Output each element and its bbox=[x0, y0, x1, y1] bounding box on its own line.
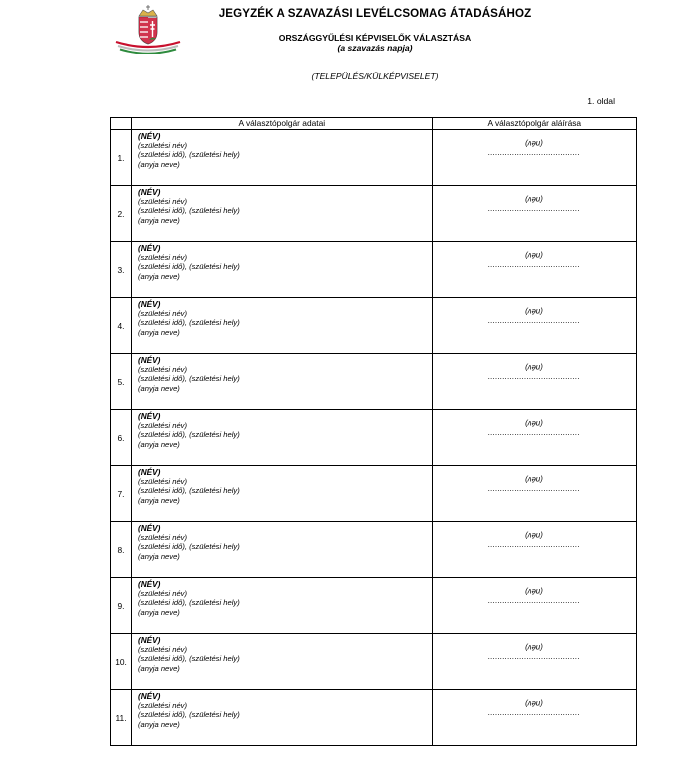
voter-birth-info: (születési idő), (születési hely) bbox=[138, 710, 240, 720]
signature-line: ...................................... bbox=[487, 598, 580, 604]
voter-data-cell bbox=[132, 186, 433, 242]
signature-cell bbox=[432, 410, 636, 466]
coat-of-arms-logo bbox=[112, 4, 184, 54]
signature-label: (név) bbox=[524, 307, 543, 316]
table-row bbox=[111, 410, 637, 466]
voter-birth-info: (születési idő), (születési hely) bbox=[138, 206, 240, 216]
signature-block bbox=[481, 636, 587, 660]
table-row bbox=[111, 298, 637, 354]
voter-mother-name: (anyja neve) bbox=[138, 383, 180, 393]
voter-birth-info: (születési idő), (születési hely) bbox=[138, 430, 240, 440]
voter-name: (NÉV) bbox=[138, 188, 161, 197]
voter-name: (NÉV) bbox=[138, 580, 161, 589]
voter-name: (NÉV) bbox=[138, 300, 161, 309]
voter-data-cell bbox=[132, 242, 433, 298]
election-date: (a szavazás napja) bbox=[337, 43, 413, 53]
signature-label: (név) bbox=[524, 475, 543, 484]
voter-name: (NÉV) bbox=[138, 524, 161, 533]
row-number: 10. bbox=[111, 634, 132, 690]
signature-cell bbox=[432, 186, 636, 242]
voter-birth-info: (születési idő), (születési hely) bbox=[138, 374, 240, 384]
voter-birth-name: (születési név) bbox=[138, 589, 187, 599]
place-label: (TELEPÜLÉS/KÜLKÉPVISELET) bbox=[311, 71, 439, 81]
signature-block bbox=[481, 300, 587, 324]
signature-label: (név) bbox=[524, 363, 543, 372]
signature-label: (név) bbox=[524, 587, 543, 596]
header-number bbox=[111, 118, 132, 130]
signature-label: (név) bbox=[524, 195, 543, 204]
voter-name: (NÉV) bbox=[138, 356, 161, 365]
signature-label: (név) bbox=[524, 251, 543, 260]
table-row bbox=[111, 242, 637, 298]
table-header-row bbox=[111, 118, 637, 130]
voter-name: (NÉV) bbox=[138, 244, 161, 253]
row-number: 4. bbox=[111, 298, 132, 354]
voter-mother-name: (anyja neve) bbox=[138, 215, 180, 225]
signature-block bbox=[481, 132, 587, 156]
voter-data-cell bbox=[132, 690, 433, 746]
row-number: 5. bbox=[111, 354, 132, 410]
voter-birth-info: (születési idő), (születési hely) bbox=[138, 542, 240, 552]
signature-line: ...................................... bbox=[487, 206, 580, 212]
voter-mother-name: (anyja neve) bbox=[138, 551, 180, 561]
table-row bbox=[111, 130, 637, 186]
row-number: 7. bbox=[111, 466, 132, 522]
voter-birth-info: (születési idő), (születési hely) bbox=[138, 654, 240, 664]
row-number: 8. bbox=[111, 522, 132, 578]
voter-birth-name: (születési név) bbox=[138, 197, 187, 207]
voter-mother-name: (anyja neve) bbox=[138, 607, 180, 617]
voter-birth-name: (születési név) bbox=[138, 309, 187, 319]
voter-data-cell bbox=[132, 522, 433, 578]
signature-label: (név) bbox=[524, 643, 543, 652]
voter-data-cell bbox=[132, 298, 433, 354]
signature-block bbox=[481, 468, 587, 492]
page-number: 1. oldal bbox=[587, 96, 615, 106]
signature-line: ...................................... bbox=[487, 710, 580, 716]
signature-line: ...................................... bbox=[487, 262, 580, 268]
voter-data-cell bbox=[132, 354, 433, 410]
voter-mother-name: (anyja neve) bbox=[138, 495, 180, 505]
signature-label: (név) bbox=[524, 139, 543, 148]
signature-line: ...................................... bbox=[487, 542, 580, 548]
voter-birth-info: (születési idő), (születési hely) bbox=[138, 598, 240, 608]
voter-name: (NÉV) bbox=[138, 132, 161, 141]
signature-cell bbox=[432, 690, 636, 746]
voter-name: (NÉV) bbox=[138, 636, 161, 645]
signature-label: (név) bbox=[524, 419, 543, 428]
signature-line: ...................................... bbox=[487, 150, 580, 156]
voter-birth-name: (születési név) bbox=[138, 533, 187, 543]
signature-cell bbox=[432, 466, 636, 522]
table-row bbox=[111, 186, 637, 242]
voter-mother-name: (anyja neve) bbox=[138, 271, 180, 281]
signature-line: ...................................... bbox=[487, 430, 580, 436]
voter-data-cell bbox=[132, 578, 433, 634]
voter-birth-name: (születési név) bbox=[138, 421, 187, 431]
voter-mother-name: (anyja neve) bbox=[138, 719, 180, 729]
voter-data-cell bbox=[132, 634, 433, 690]
voter-name: (NÉV) bbox=[138, 412, 161, 421]
table-row bbox=[111, 634, 637, 690]
voter-birth-name: (születési név) bbox=[138, 365, 187, 375]
voter-birth-info: (születési idő), (születési hely) bbox=[138, 262, 240, 272]
election-subtitle bbox=[190, 33, 560, 53]
voter-birth-name: (születési név) bbox=[138, 701, 187, 711]
voter-data-cell bbox=[132, 130, 433, 186]
voter-mother-name: (anyja neve) bbox=[138, 159, 180, 169]
table-row bbox=[111, 690, 637, 746]
row-number: 3. bbox=[111, 242, 132, 298]
voter-data-cell bbox=[132, 410, 433, 466]
signature-label: (név) bbox=[524, 531, 543, 540]
header-voter-data: A választópolgár adatai bbox=[132, 118, 433, 130]
signature-cell bbox=[432, 578, 636, 634]
voter-birth-info: (születési idő), (születési hely) bbox=[138, 150, 240, 160]
signature-block bbox=[481, 524, 587, 548]
header-signature: A választópolgár aláírása bbox=[432, 118, 636, 130]
signature-label: (név) bbox=[524, 699, 543, 708]
table-row bbox=[111, 578, 637, 634]
row-number: 6. bbox=[111, 410, 132, 466]
signature-block bbox=[481, 188, 587, 212]
voter-birth-name: (születési név) bbox=[138, 477, 187, 487]
voter-birth-name: (születési név) bbox=[138, 645, 187, 655]
voter-birth-name: (születési név) bbox=[138, 141, 187, 151]
voter-mother-name: (anyja neve) bbox=[138, 327, 180, 337]
voter-name: (NÉV) bbox=[138, 692, 161, 701]
table-row bbox=[111, 466, 637, 522]
signature-block bbox=[481, 244, 587, 268]
signature-line: ...................................... bbox=[487, 374, 580, 380]
signature-block bbox=[481, 580, 587, 604]
row-number: 9. bbox=[111, 578, 132, 634]
signature-cell bbox=[432, 242, 636, 298]
voter-birth-info: (születési idő), (születési hely) bbox=[138, 486, 240, 496]
signature-line: ...................................... bbox=[487, 654, 580, 660]
document-title: JEGYZÉK A SZAVAZÁSI LEVÉLCSOMAG ÁTADÁSÁHOZ bbox=[218, 7, 532, 20]
voter-name: (NÉV) bbox=[138, 468, 161, 477]
row-number: 1. bbox=[111, 130, 132, 186]
signature-line: ...................................... bbox=[487, 318, 580, 324]
signature-cell bbox=[432, 298, 636, 354]
table-row bbox=[111, 354, 637, 410]
signature-cell bbox=[432, 634, 636, 690]
signature-block bbox=[481, 356, 587, 380]
voter-data-cell bbox=[132, 466, 433, 522]
signature-cell bbox=[432, 130, 636, 186]
voter-birth-name: (születési név) bbox=[138, 253, 187, 263]
voter-birth-info: (születési idő), (születési hely) bbox=[138, 318, 240, 328]
voter-mother-name: (anyja neve) bbox=[138, 663, 180, 673]
signature-cell bbox=[432, 522, 636, 578]
row-number: 11. bbox=[111, 690, 132, 746]
voter-list-table bbox=[110, 117, 637, 746]
row-number: 2. bbox=[111, 186, 132, 242]
signature-block bbox=[481, 692, 587, 716]
voter-mother-name: (anyja neve) bbox=[138, 439, 180, 449]
election-type: ORSZÁGGYŰLÉSI KÉPVISELŐK VÁLASZTÁSA bbox=[278, 33, 472, 43]
signature-cell bbox=[432, 354, 636, 410]
signature-line: ...................................... bbox=[487, 486, 580, 492]
signature-block bbox=[481, 412, 587, 436]
table-row bbox=[111, 522, 637, 578]
